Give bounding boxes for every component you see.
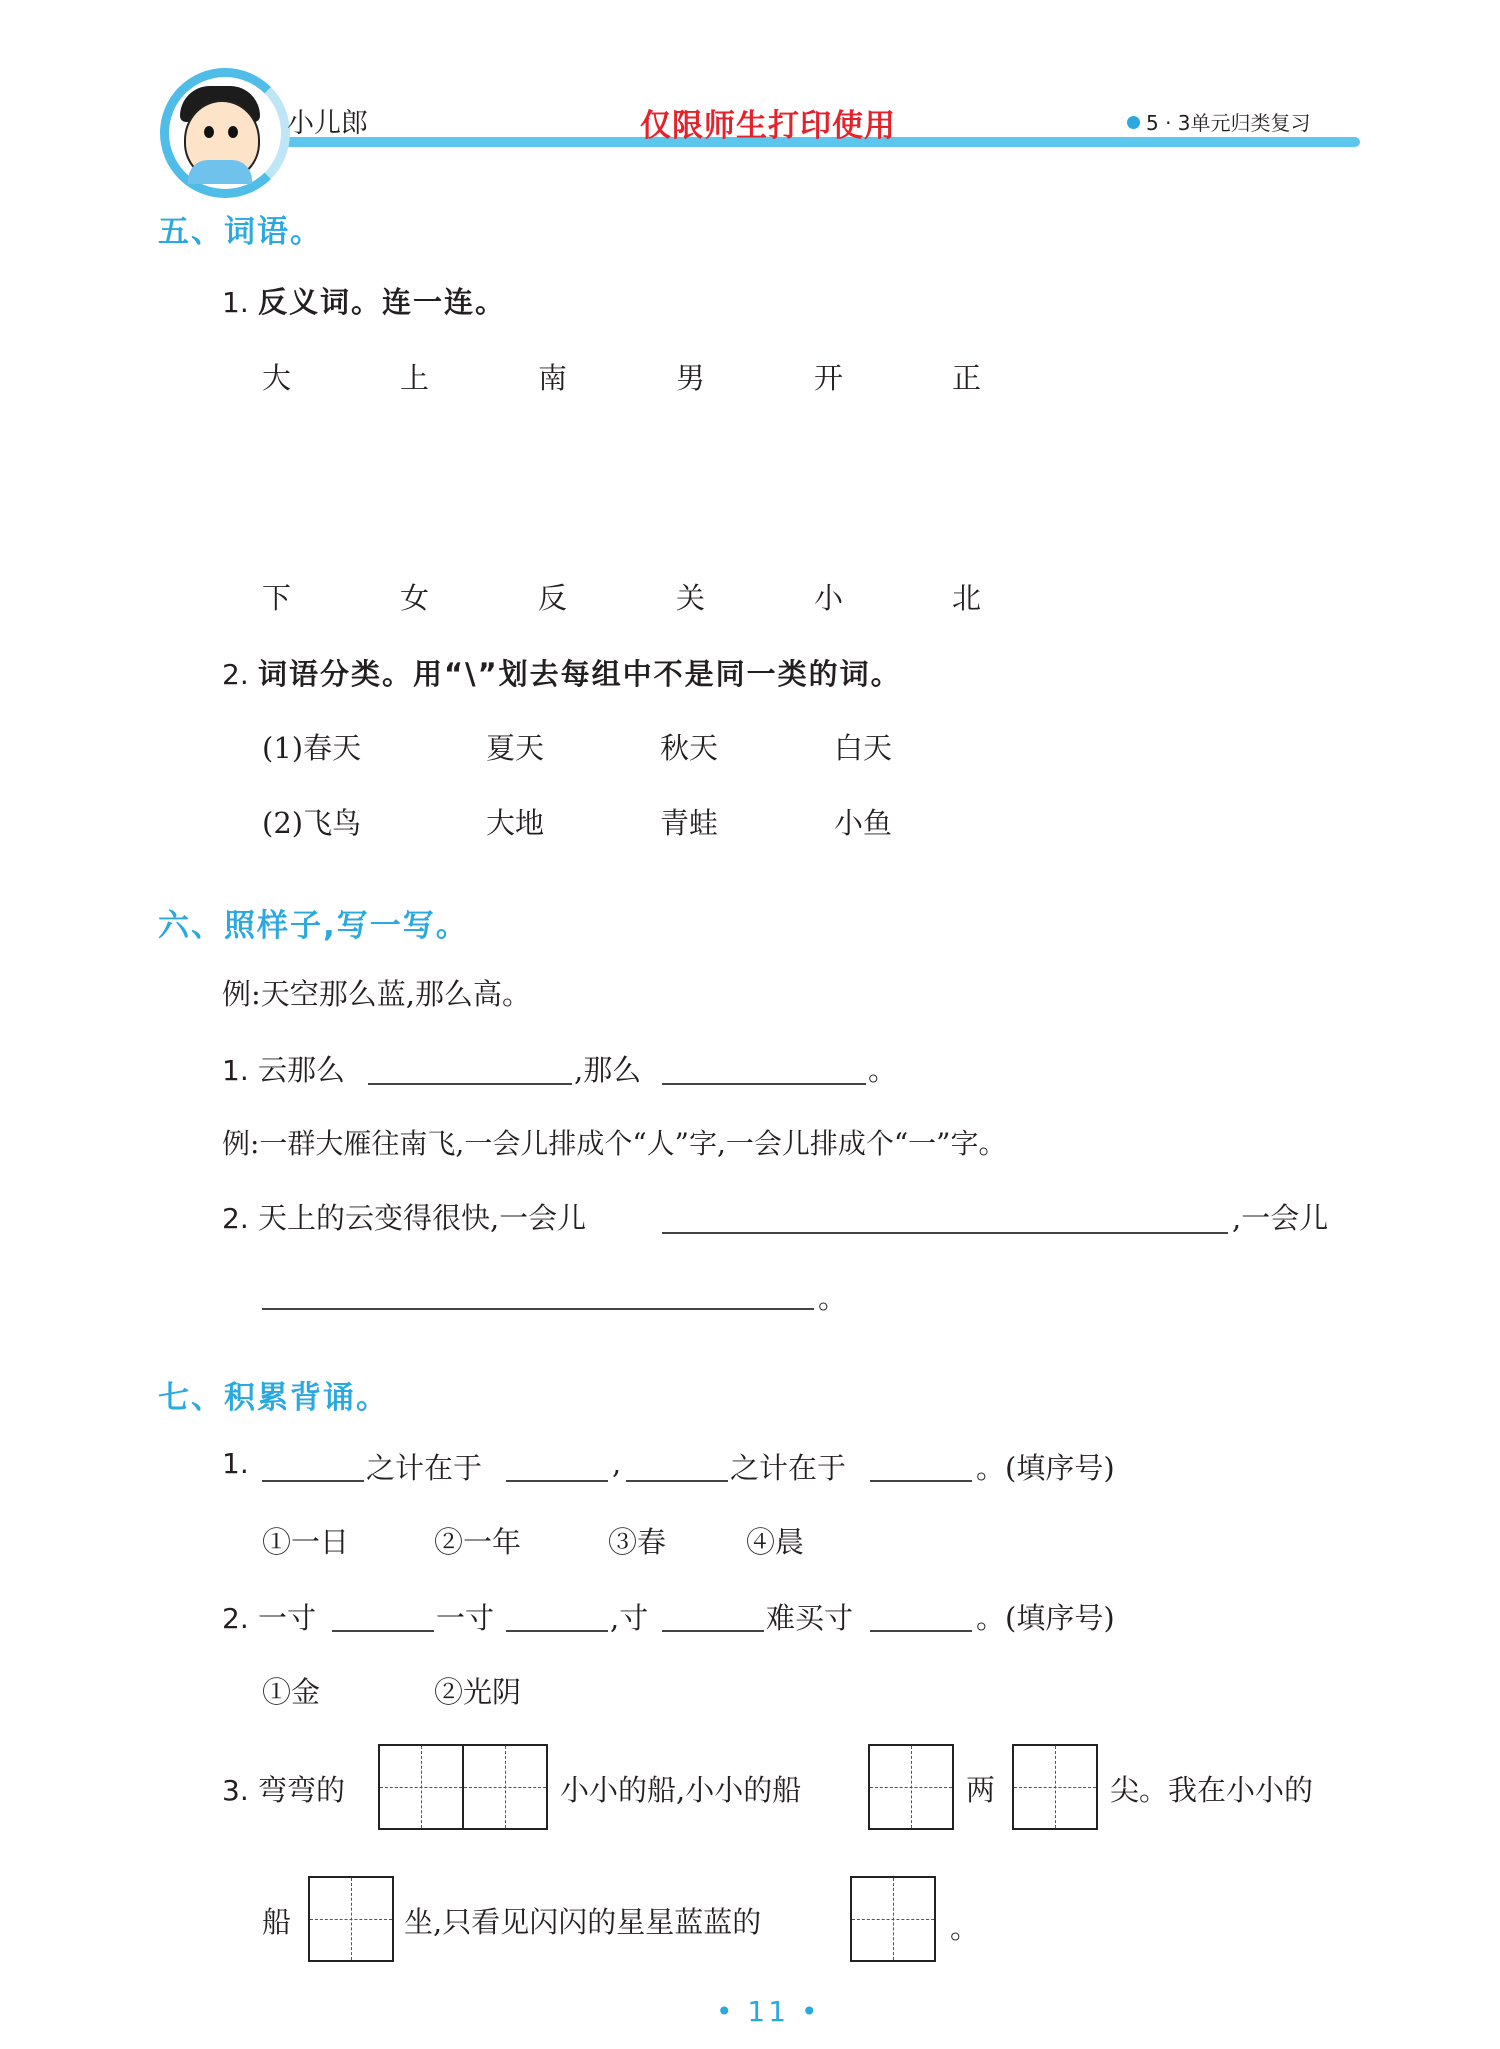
section-five-title: 五、词语。	[158, 214, 323, 250]
question-text: ,	[612, 1446, 622, 1480]
question-text: ,一会儿	[1232, 1201, 1329, 1235]
question-text: 天上的云变得很快,一会儿	[257, 1201, 587, 1235]
question-text: 船	[262, 1905, 292, 1939]
writing-box[interactable]	[308, 1876, 394, 1962]
antonym-top-word: 正	[952, 361, 982, 395]
example-1: 例:天空那么蓝,那么高。	[222, 977, 531, 1011]
answer-line[interactable]	[332, 1630, 434, 1632]
question-text: 一寸	[257, 1601, 316, 1635]
option-item: ③春	[608, 1525, 667, 1559]
word-item: 青蛙	[660, 806, 719, 840]
antonym-top-word: 上	[400, 361, 430, 395]
writing-box[interactable]	[868, 1744, 954, 1830]
question-number: 1.	[222, 1054, 249, 1087]
writing-box[interactable]	[462, 1744, 548, 1830]
antonym-top-word: 大	[262, 361, 292, 395]
writing-box[interactable]	[850, 1876, 936, 1962]
word-item: 夏天	[486, 731, 545, 765]
question-number: 2.	[222, 1202, 249, 1235]
question-text: 。(填序号)	[976, 1451, 1115, 1485]
answer-line[interactable]	[870, 1630, 972, 1632]
word-item: 大地	[486, 806, 545, 840]
question-number: 1.	[222, 286, 249, 319]
antonym-top-word: 开	[814, 361, 844, 395]
question-text: 之计在于	[730, 1451, 847, 1485]
question-text: 小小的船,小小的船	[560, 1773, 802, 1807]
answer-line[interactable]	[506, 1480, 608, 1482]
antonym-top-word: 男	[676, 361, 706, 395]
avatar-eye-icon	[228, 126, 238, 138]
antonym-bottom-word: 北	[952, 581, 982, 615]
question-text: 。(填序号)	[976, 1601, 1115, 1635]
question-text: 尖。我在小小的	[1110, 1773, 1314, 1807]
antonym-bottom-word: 反	[538, 581, 568, 615]
word-item: 白天	[834, 731, 893, 765]
option-item: ④晨	[746, 1525, 805, 1559]
avatar-eye-icon	[204, 126, 214, 138]
question-text: 云那么	[257, 1053, 345, 1087]
brand-name: 小儿郎	[287, 108, 368, 139]
word-item: 小鱼	[834, 806, 893, 840]
word-item: 秋天	[660, 731, 719, 765]
question-text: 。	[818, 1281, 848, 1315]
question-text: 两	[966, 1773, 996, 1807]
example-2: 例:一群大雁往南飞,一会儿排成个“人”字,一会儿排成个“一”字。	[222, 1127, 1007, 1160]
question-text: 坐,只看见闪闪的星星蓝蓝的	[404, 1905, 762, 1939]
word-item: (1)春天	[262, 731, 362, 765]
question-text: 反义词。连一连。	[257, 285, 506, 319]
answer-line[interactable]	[262, 1480, 364, 1482]
question-7-1	[222, 1446, 249, 1480]
question-number: 1.	[222, 1447, 249, 1480]
question-number: 3.	[222, 1774, 249, 1807]
question-number: 2.	[222, 658, 249, 691]
question-7-2	[222, 1596, 316, 1637]
question-7-3	[222, 1768, 345, 1809]
section-seven-title: 七、积累背诵。	[158, 1380, 389, 1416]
answer-line[interactable]	[626, 1480, 728, 1482]
answer-line[interactable]	[262, 1308, 814, 1310]
word-item: (2)飞鸟	[262, 806, 362, 840]
answer-line[interactable]	[662, 1630, 764, 1632]
antonym-bottom-word: 下	[262, 581, 292, 615]
answer-line[interactable]	[870, 1480, 972, 1482]
tag-dot-icon	[1127, 116, 1140, 129]
antonym-bottom-word: 小	[814, 581, 844, 615]
answer-line[interactable]	[662, 1232, 1228, 1234]
question-text: 。	[950, 1911, 980, 1945]
print-watermark: 仅限师生打印使用	[640, 108, 896, 144]
question-text: 之计在于	[366, 1451, 483, 1485]
question-text: 弯弯的	[257, 1773, 345, 1807]
answer-line[interactable]	[662, 1083, 866, 1085]
option-item: ②光阴	[434, 1675, 522, 1709]
question-6-2	[222, 1196, 586, 1237]
option-item: ②一年	[434, 1525, 522, 1559]
question-text: ,寸	[610, 1601, 649, 1635]
section-six-title: 六、照样子,写一写。	[158, 908, 469, 944]
antonym-bottom-word: 女	[400, 581, 430, 615]
antonym-top-word: 南	[538, 361, 568, 395]
question-5-2	[222, 652, 902, 693]
option-item: ①金	[262, 1675, 321, 1709]
page-number: • 11 •	[716, 1995, 821, 2028]
avatar-shirt	[188, 160, 252, 184]
question-number: 2.	[222, 1602, 249, 1635]
question-text: ,那么	[574, 1053, 642, 1087]
question-text: 难买寸	[766, 1601, 854, 1635]
question-text: 。	[868, 1053, 898, 1087]
writing-box[interactable]	[378, 1744, 464, 1830]
question-6-1	[222, 1048, 345, 1089]
answer-line[interactable]	[368, 1083, 572, 1085]
question-text: 一寸	[436, 1601, 495, 1635]
answer-line[interactable]	[506, 1630, 608, 1632]
question-5-1	[222, 280, 506, 321]
antonym-bottom-word: 关	[676, 581, 706, 615]
question-text: 词语分类。用“\”划去每组中不是同一类的词。	[257, 657, 902, 691]
section-tag: 5 · 3单元归类复习	[1146, 111, 1311, 135]
option-item: ①一日	[262, 1525, 350, 1559]
writing-box[interactable]	[1012, 1744, 1098, 1830]
